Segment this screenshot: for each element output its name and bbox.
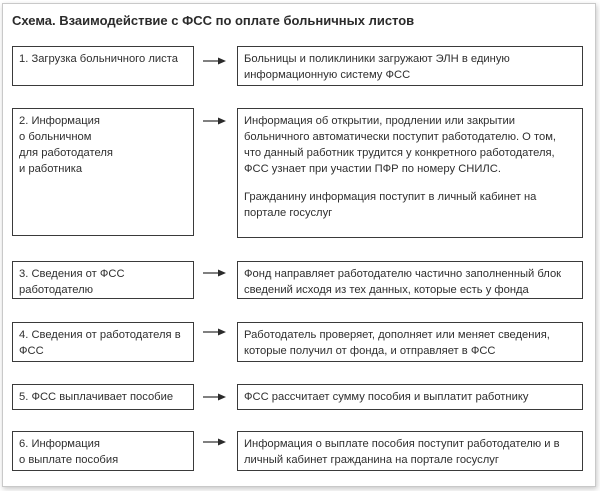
step-6-line-2: о выплате пособия [19,454,119,466]
step-3-description [237,261,583,299]
step-3-desc-line-2: сведений исходя из тех данных, которые есть у фонда [244,284,529,296]
step-3-desc-line-1: Фонд направляет работодателю частично заполненный блок [244,268,562,280]
step-2-line-1: 2. Информация [19,115,100,127]
step-4-description [237,322,583,362]
step-2-desc-line-3: что данный работник трудится у конкретного работодателя, [244,147,555,159]
step-5-box [12,384,194,410]
step-6-description [237,431,583,471]
step-6-desc-line-1: Информация о выплате пособия поступит работодателю и в [244,438,560,450]
step-1-desc-line-2: информационную систему ФСС [244,69,411,81]
arrow-right-icon [203,437,227,447]
step-2-desc-line-4: ФСС узнает при участии ПФР по номеру СНИЛС. [244,163,501,175]
step-2-description [237,108,583,238]
step-2-line-2: о больничном [19,131,92,143]
step-2-desc-line-6: портале госуслуг [244,207,333,219]
step-4-line-2: ФСС [19,345,44,357]
step-4-box [12,322,194,362]
step-4-desc-line-2: которые получил от фонда, и отправляет в ФСС [244,345,496,357]
arrow-right-icon [203,327,227,337]
arrow-right-icon [203,116,227,126]
step-6-line-1: 6. Информация [19,438,100,450]
step-5-description [237,384,583,410]
step-2-desc-line-1: Информация об открытии, продлении или закрытии [244,115,516,127]
arrow-right-icon [203,268,227,278]
step-2-desc-line-5: Гражданину информация поступит в личный кабинет на [244,191,537,203]
step-1-desc-line-1: Больницы и поликлиники загружают ЭЛН в единую [244,53,510,65]
step-4-desc-line-1: Работодатель проверяет, дополняет или меняет сведения, [244,329,550,341]
step-1-description [237,46,583,86]
diagram-title: Схема. Взаимодействие с ФСС по оплате больничных листов [12,13,415,28]
step-5-desc-line-1: ФСС рассчитает сумму пособия и выплатит работнику [244,391,529,403]
step-2-desc-line-2: больничного автоматически поступит работодателю. О том, [244,131,557,143]
step-3-box [12,261,194,299]
arrow-right-icon [203,56,227,66]
step-2-line-4: и работника [19,163,83,175]
step-2-box [12,108,194,236]
step-6-box [12,431,194,471]
step-6-desc-line-2: личный кабинет гражданина на портале госуслуг [244,454,499,466]
step-3-line-2: работодателю [19,284,94,296]
step-2-line-3: для работодателя [19,147,113,159]
step-3-line-1: 3. Сведения от ФСС [19,268,125,280]
step-1-line-1: 1. Загрузка больничного листа [19,53,178,65]
step-4-line-1: 4. Сведения от работодателя в [19,329,181,341]
arrow-right-icon [203,392,227,402]
step-5-line-1: 5. ФСС выплачивает пособие [19,391,174,403]
step-1-box [12,46,194,86]
